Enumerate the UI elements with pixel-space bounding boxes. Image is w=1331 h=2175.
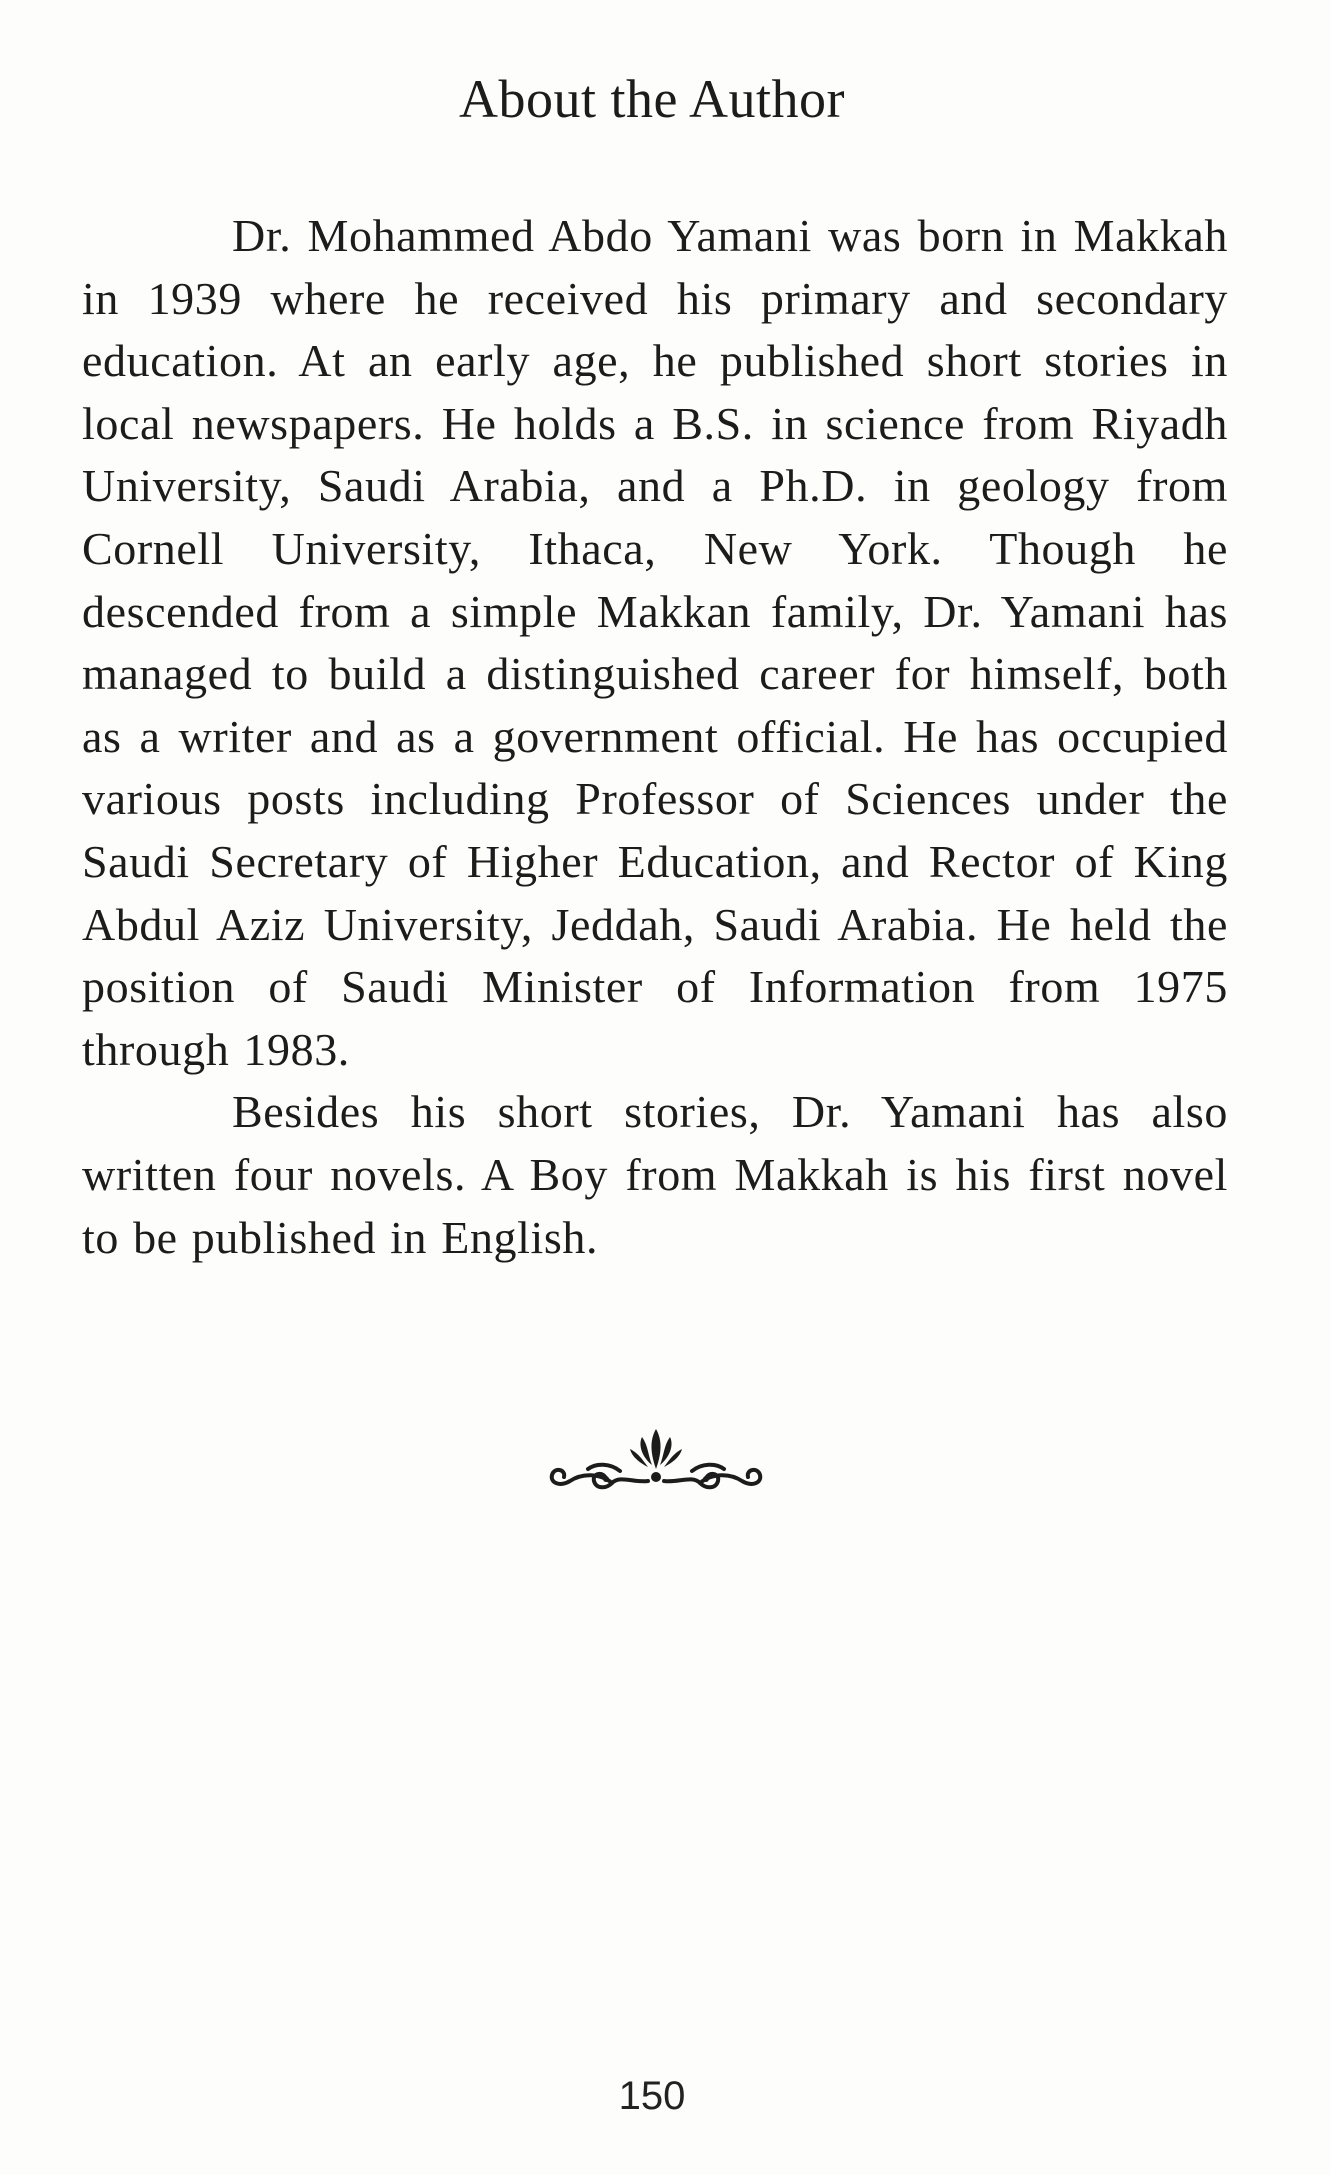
paragraph-biography: Dr. Mohammed Abdo Yamani was born in Makkah in 1939 where he received his primary and secondary education. At an early age, he published short stories in local newspapers. He holds a B.S. in science from Riyadh University, Saudi Arabia, and a Ph.D. in geology from Cornell University, Ithaca, New York. Though he descended from a simple Makkan family, Dr. Yamani has managed to build a distinguished career for himself, both as a writer and as a government official. He has occupied various posts including Professor of Sciences under the Saudi Secretary of Higher Education, and Rector of King Abdul Aziz University, Jeddah, Saudi Arabia. He held the position of Saudi Minister of Information from 1975 through 1983. <box>82 210 1228 1075</box>
paragraph-novels: Besides his short stories, Dr. Yamani has also written four novels. A Boy from Makkah is his first novel to be published in English. <box>82 1086 1228 1263</box>
page-number: 150 <box>618 2074 686 2118</box>
floral-scroll-ornament-icon <box>548 1425 764 1497</box>
author-biography <box>82 205 1228 1269</box>
page-title: About the Author <box>459 69 845 129</box>
